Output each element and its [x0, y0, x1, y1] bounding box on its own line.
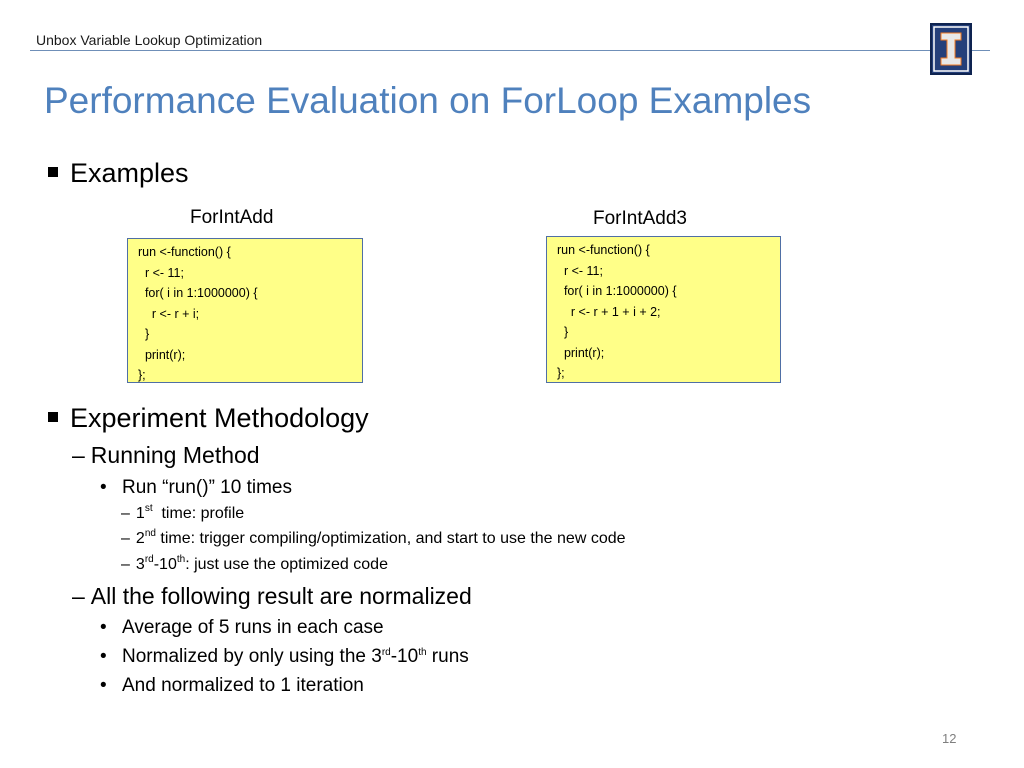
- third-run-sup-b: th: [176, 554, 186, 565]
- normalized-by-sup-b: th: [418, 647, 427, 658]
- first-run-sup: st: [144, 503, 153, 514]
- dot-bullet-icon: •: [100, 617, 107, 638]
- code-line: for( i in 1:1000000) {: [557, 284, 677, 298]
- dot-bullet-icon: •: [100, 477, 107, 498]
- third-run-sup-a: rd: [144, 554, 154, 565]
- code-line: run <-function() {: [557, 243, 650, 257]
- code-label-forintadd: ForIntAdd: [190, 207, 274, 228]
- code-label-forintadd3: ForIntAdd3: [593, 208, 687, 229]
- code-line: }: [557, 325, 569, 339]
- dash-bullet-icon: –: [72, 442, 85, 468]
- code-line: r <- r + 1 + i + 2;: [557, 304, 661, 319]
- bullet-one-iteration: [100, 676, 364, 695]
- code-line: print(r);: [138, 347, 186, 362]
- first-run-num: 1: [135, 505, 145, 522]
- third-run-text: : just use the optimized code: [185, 556, 388, 573]
- third-run-num-a: 3: [135, 556, 145, 573]
- dash-bullet-icon: –: [72, 583, 85, 609]
- bullet-run-item: [100, 478, 292, 497]
- third-run-num-b: -10: [153, 556, 177, 573]
- bullet-experiment-methodology: [48, 405, 369, 432]
- block-i-logo-icon: [932, 25, 970, 73]
- slide-header-text: Unbox Variable Lookup Optimization: [36, 32, 263, 48]
- bullet-average-runs: [100, 618, 384, 637]
- dot-bullet-icon: •: [100, 646, 107, 667]
- code-line: }: [138, 327, 150, 341]
- bullet-first-run: [121, 503, 245, 522]
- normalized-by-mid: -10: [390, 646, 419, 667]
- code-line: print(r);: [557, 345, 605, 360]
- normalized-by-sup-a: rd: [381, 647, 391, 658]
- code-line: for( i in 1:1000000) {: [138, 286, 258, 300]
- bullet-normalized-by: [100, 647, 469, 666]
- second-run-num: 2: [135, 530, 145, 547]
- code-line: r <- 11;: [138, 265, 184, 280]
- bullet-normalized: [72, 585, 472, 608]
- examples-heading: Examples: [70, 158, 189, 188]
- code-box-forintadd: [127, 238, 363, 383]
- square-bullet-icon: [48, 167, 58, 177]
- dash-bullet-icon: –: [121, 556, 130, 573]
- code-line: };: [557, 366, 565, 380]
- dot-bullet-icon: •: [100, 675, 107, 696]
- dash-bullet-icon: –: [121, 530, 130, 547]
- code-line: run <-function() {: [138, 245, 231, 259]
- normalized-by-suffix: runs: [426, 646, 469, 667]
- run-item-text: Run “run()” 10 times: [122, 477, 292, 498]
- square-bullet-icon: [48, 412, 58, 422]
- running-method-label: Running Method: [90, 442, 260, 468]
- slide-title: Performance Evaluation on ForLoop Examples: [44, 80, 812, 121]
- code-line: };: [138, 368, 146, 382]
- average-runs-text: Average of 5 runs in each case: [122, 617, 384, 638]
- code-line: r <- r + i;: [138, 306, 200, 321]
- code-box-forintadd3: [546, 236, 781, 383]
- bullet-running-method: [72, 444, 260, 467]
- dash-bullet-icon: –: [121, 505, 130, 522]
- first-run-text: time: profile: [152, 505, 245, 522]
- bullet-second-run: [121, 528, 626, 547]
- header-divider: [30, 50, 990, 51]
- bullet-third-run: [121, 554, 388, 573]
- normalized-by-prefix: Normalized by only using the 3: [122, 646, 382, 667]
- code-line: r <- 11;: [557, 263, 603, 278]
- bullet-examples: [48, 160, 189, 187]
- university-logo: [930, 23, 972, 75]
- page-number: 12: [942, 731, 957, 746]
- second-run-sup: nd: [144, 528, 156, 539]
- one-iteration-text: And normalized to 1 iteration: [122, 675, 364, 696]
- methodology-heading: Experiment Methodology: [70, 403, 369, 433]
- second-run-text: time: trigger compiling/optimization, and start to use the new code: [155, 530, 626, 547]
- normalized-label: All the following result are normalized: [90, 583, 472, 609]
